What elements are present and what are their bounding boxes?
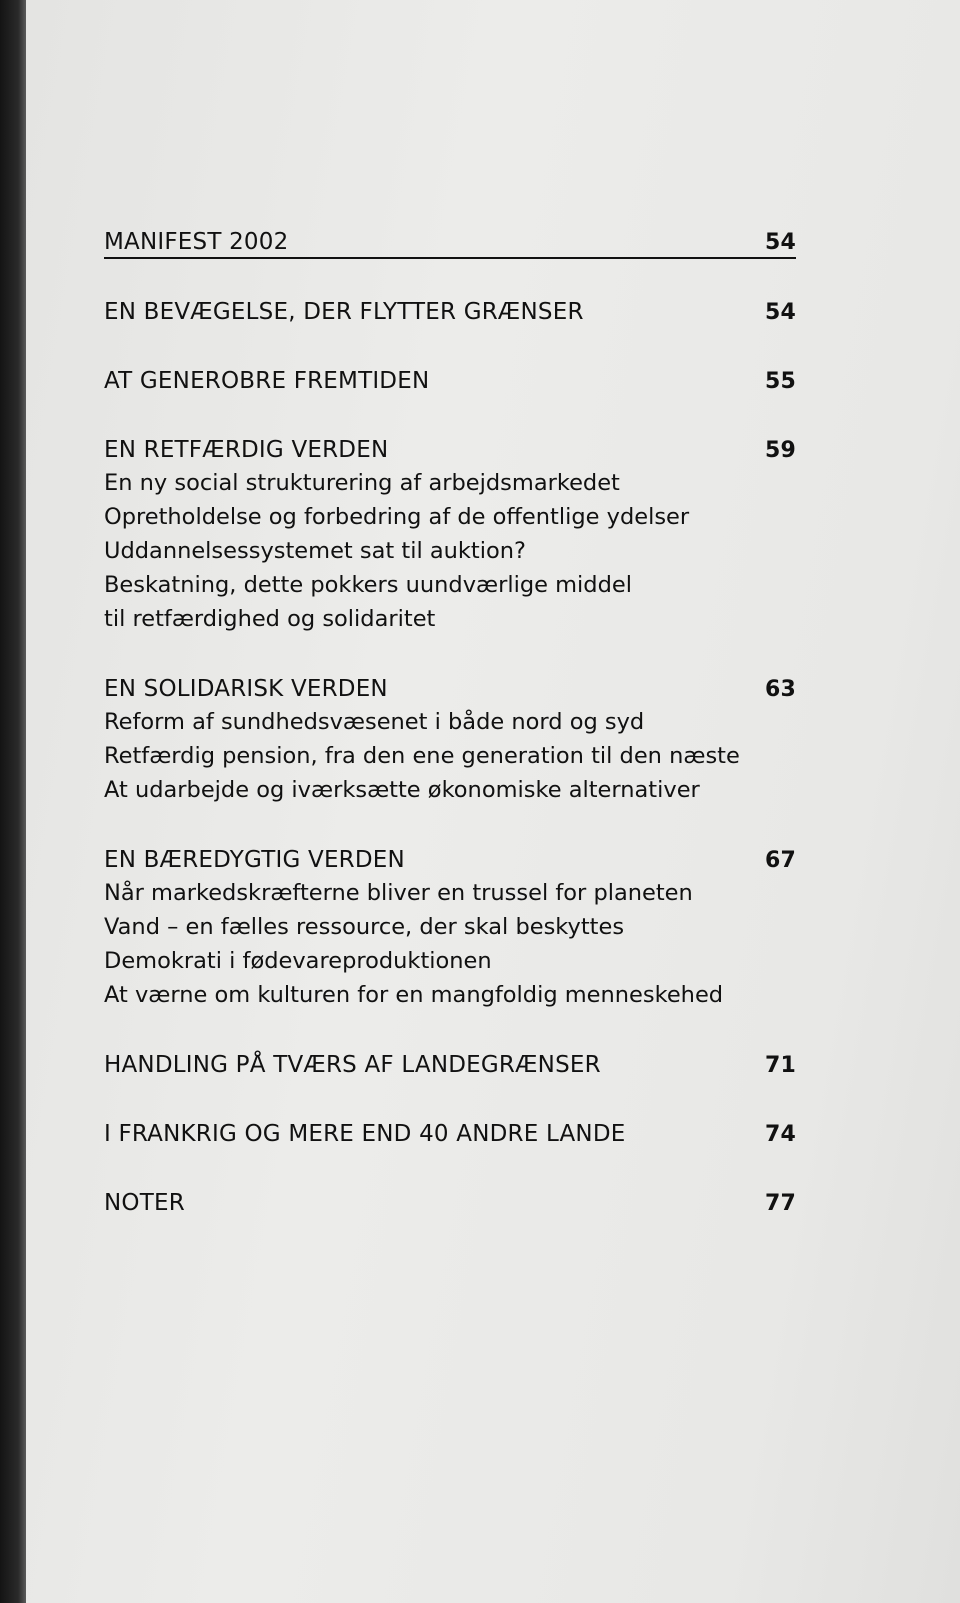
toc-title: AT GENEROBRE FREMTIDEN (104, 368, 430, 394)
toc-entry-manifest (104, 228, 796, 259)
toc-subentry: Opretholdelse og forbedring af de offentlige ydelser (104, 504, 690, 530)
toc-entry (104, 297, 796, 328)
book-spine-shadow (0, 0, 26, 1603)
toc-page-number: 74 (764, 1122, 796, 1147)
toc-subentry: til retfærdighed og solidaritet (104, 606, 436, 632)
toc-subentry: Beskatning, dette pokkers uundværlige middel (104, 572, 632, 598)
toc-entry (104, 674, 796, 705)
toc-subentry: At værne om kulturen for en mangfoldig menneskehed (104, 982, 724, 1008)
toc-subentry: Demokrati i fødevareproduktionen (104, 948, 492, 974)
table-of-contents (104, 228, 796, 1219)
toc-title: NOTER (104, 1190, 185, 1216)
toc-title: I FRANKRIG OG MERE END 40 ANDRE LANDE (104, 1121, 626, 1147)
toc-page-number: 63 (764, 677, 796, 702)
toc-subentry: Når markedskræfterne bliver en trussel for planeten (104, 880, 693, 906)
toc-entry (104, 1188, 796, 1219)
toc-page-number: 55 (764, 369, 796, 394)
toc-title: MANIFEST 2002 (104, 229, 289, 255)
toc-subentry: Reform af sundhedsvæsenet i både nord og syd (104, 709, 645, 735)
toc-page-number: 54 (764, 300, 796, 325)
toc-title: EN BÆREDYGTIG VERDEN (104, 847, 405, 873)
toc-subentry: Vand – en fælles ressource, der skal beskyttes (104, 914, 625, 940)
toc-title: EN BEVÆGELSE, DER FLYTTER GRÆNSER (104, 299, 584, 325)
toc-title: HANDLING PÅ TVÆRS AF LANDEGRÆNSER (104, 1052, 601, 1078)
toc-entry (104, 845, 796, 876)
toc-subentry: At udarbejde og iværksætte økonomiske alternativer (104, 777, 700, 803)
toc-entry (104, 1119, 796, 1150)
toc-page-number: 54 (764, 230, 796, 255)
toc-entry (104, 435, 796, 466)
toc-title: EN RETFÆRDIG VERDEN (104, 437, 389, 463)
toc-entry (104, 1050, 796, 1081)
toc-subentry: Retfærdig pension, fra den ene generation til den næste (104, 743, 740, 769)
toc-subentry: En ny social strukturering af arbejdsmarkedet (104, 470, 620, 496)
toc-page-number: 67 (764, 848, 796, 873)
toc-subentry: Uddannelsessystemet sat til auktion? (104, 538, 526, 564)
toc-page-number: 59 (764, 438, 796, 463)
toc-page-number: 77 (764, 1191, 796, 1216)
toc-title: EN SOLIDARISK VERDEN (104, 676, 388, 702)
toc-page-number: 71 (764, 1053, 796, 1078)
toc-entry (104, 366, 796, 397)
